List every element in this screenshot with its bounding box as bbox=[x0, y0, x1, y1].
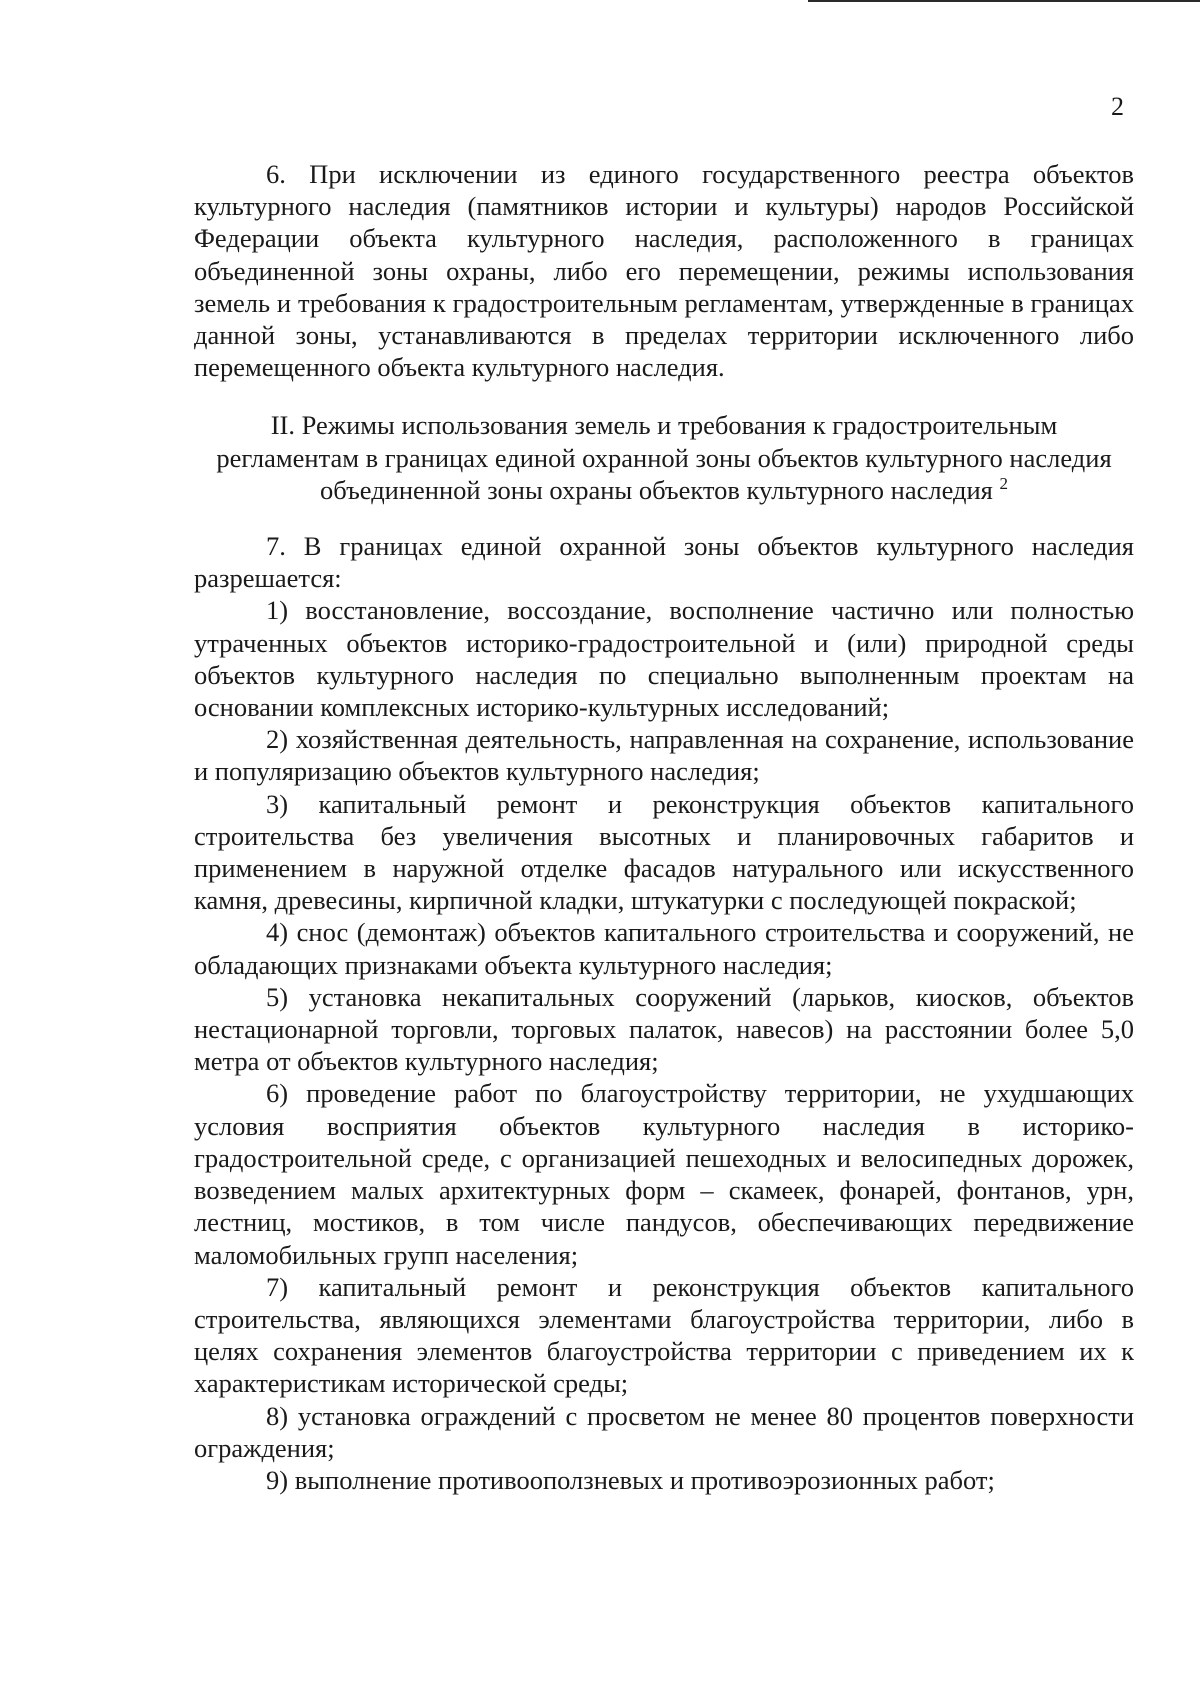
document-body bbox=[194, 158, 1134, 1496]
list-item-8: 8) установка ограждений с просветом не менее 80 процентов поверхности ограждения; bbox=[194, 1400, 1134, 1463]
section-heading-text: II. Режимы использования земель и требования к градостроительным регламентам в границах единой охранной зоны объектов культурного наследия объединенной зоны охраны объектов культурного наследия bbox=[216, 410, 1112, 505]
list-item-2: 2) хозяйственная деятельность, направленная на сохранение, использование и популяризацию объектов культурного наследия; bbox=[194, 724, 1134, 787]
section-heading bbox=[194, 409, 1134, 506]
paragraph-6: 6. При исключении из единого государственного реестра объектов культурного наследия (памятников истории и культуры) народов Российской Федерации объекта культурного наследия, расположенного в границах объединенной зоны охраны, либо его перемещении, режимы использования земель и требования к градостроительным регламентам, утвержденные в границах данной зоны, устанавливаются в пределах территории исключенного либо перемещенного объекта культурного наследия. bbox=[194, 159, 1134, 383]
page-number: 2 bbox=[1111, 92, 1124, 121]
paragraph-7-lead: 7. В границах единой охранной зоны объектов культурного наследия разрешается: bbox=[194, 531, 1134, 594]
list-item-4: 4) снос (демонтаж) объектов капитального строительства и сооружений, не обладающих признаками объекта культурного наследия; bbox=[194, 917, 1134, 980]
list-item-5: 5) установка некапитальных сооружений (ларьков, киосков, объектов нестационарной торговли, торговых палаток, навесов) на расстоянии более 5,0 метра от объектов культурного наследия; bbox=[194, 981, 1134, 1077]
list-item-1: 1) восстановление, воссоздание, восполнение частично или полностью утраченных объектов историко-градостроительной и (или) природной среды объектов культурного наследия по специально выполненным проектам на основании комплексных историко-культурных исследований; bbox=[194, 595, 1134, 723]
list-item-3: 3) капитальный ремонт и реконструкция объектов капитального строительства без увеличения высотных и планировочных габаритов и применением в наружной отделке фасадов натурального или искусственного камня, древесины, кирпичной кладки, штукатурки с последующей покраской; bbox=[194, 788, 1134, 916]
footnote-marker: 2 bbox=[999, 473, 1008, 493]
list-item-9: 9) выполнение противооползневых и противоэрозионных работ; bbox=[266, 1464, 995, 1495]
scan-edge-line bbox=[808, 0, 1200, 2]
list-item-6: 6) проведение работ по благоустройству территории, не ухудшающих условия восприятия объектов культурного наследия в историко-градостроительной среде, с организацией пешеходных и велосипедных дорожек, возведением малых архитектурных форм – скамеек, фонарей, фонтанов, урн, лестниц, мостиков, в том числе пандусов, обеспечивающих передвижение маломобильных групп населения; bbox=[194, 1078, 1134, 1270]
list-item-7: 7) капитальный ремонт и реконструкция объектов капитального строительства, являющихся элементами благоустройства территории, либо в целях сохранения элементов благоустройства территории с приведением их к характеристикам исторической среды; bbox=[194, 1271, 1134, 1399]
